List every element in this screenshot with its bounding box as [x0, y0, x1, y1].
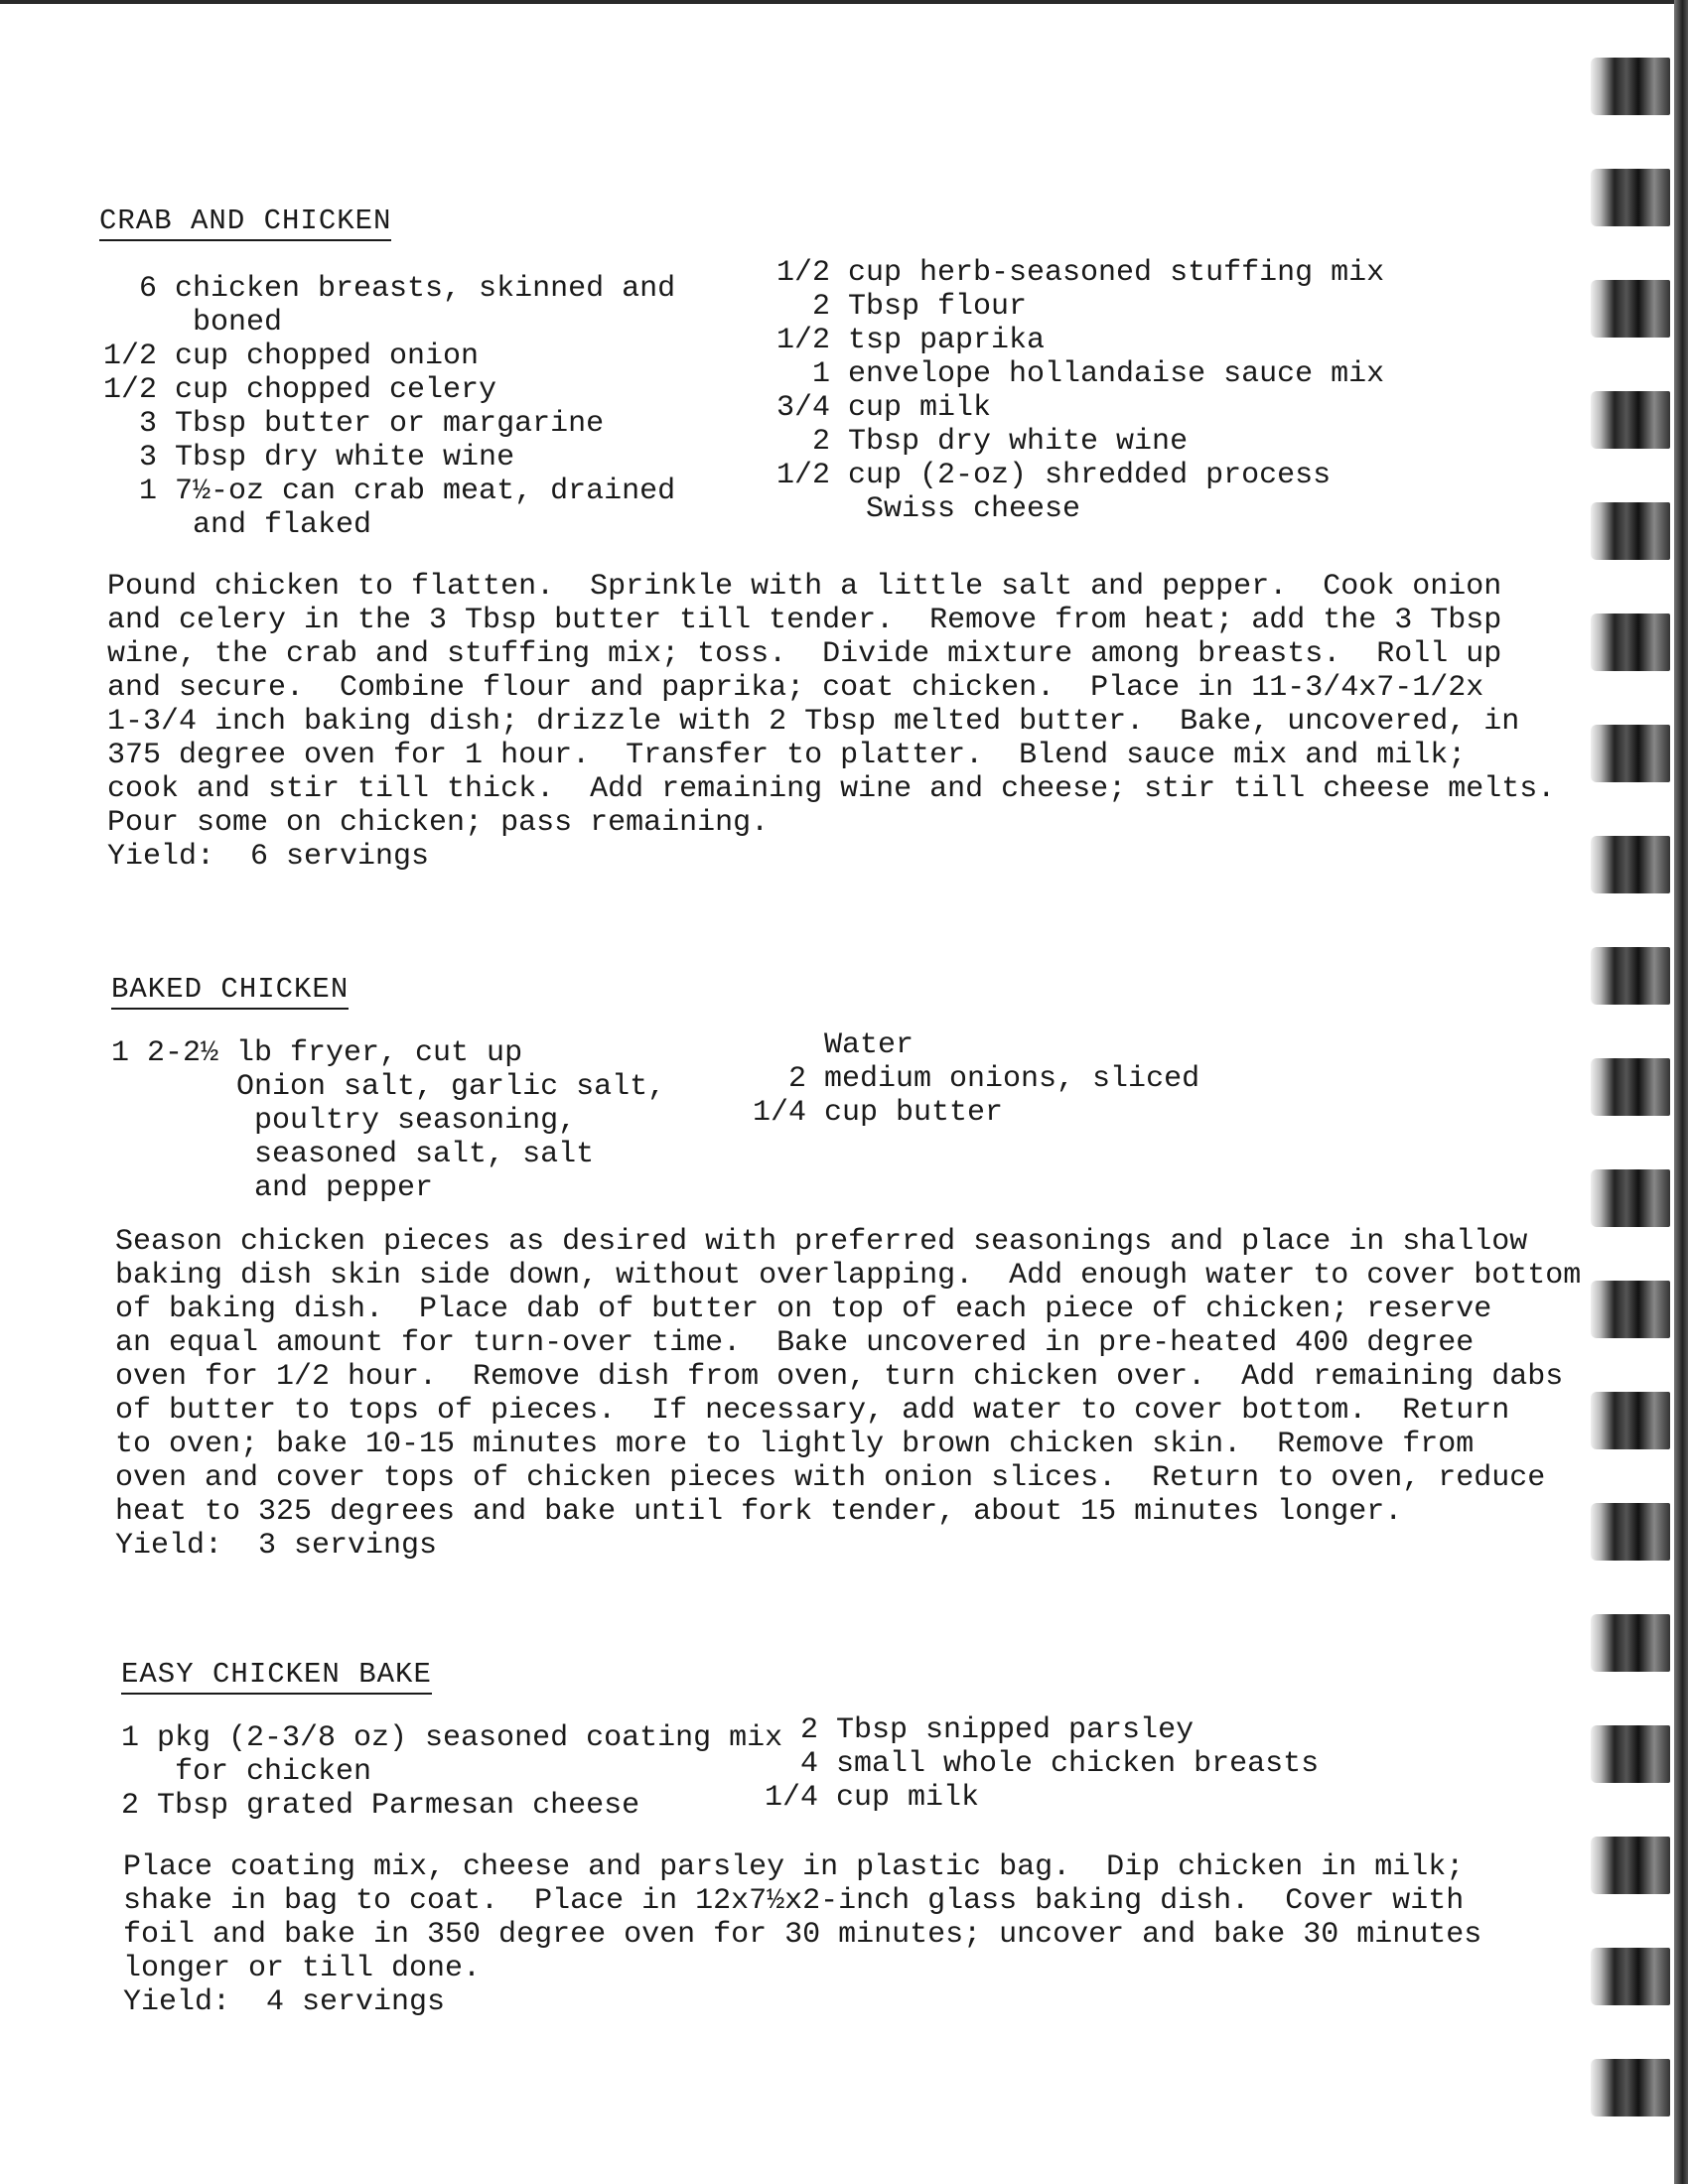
method-line: an equal amount for turn-over time. Bake uncovered in pre-heated 400 degree	[115, 1326, 1475, 1360]
ingredient-line: 2 Tbsp dry white wine	[776, 425, 1189, 459]
binding-coil	[1591, 2059, 1670, 2116]
binding-coil	[1591, 1169, 1670, 1227]
method-line: baking dish skin side down, without overlapping. Add enough water to cover bottom	[115, 1259, 1582, 1293]
ingredients-right-column	[776, 256, 1384, 526]
ingredient-line: 6 chicken breasts, skinned and	[103, 272, 676, 306]
method-line: oven for 1/2 hour. Remove dish from oven, turn chicken over. Add remaining dabs	[115, 1360, 1564, 1394]
ingredient-line: Swiss cheese	[776, 492, 1081, 526]
ingredient-line: 4 small whole chicken breasts	[765, 1747, 1320, 1781]
binding-coil	[1591, 58, 1670, 115]
ingredient-line: 1/2 cup chopped celery	[103, 373, 497, 407]
ingredient-line: 3 Tbsp butter or margarine	[103, 407, 605, 441]
ingredient-line: 1/2 cup (2-oz) shredded process	[776, 459, 1332, 492]
method-line: Place coating mix, cheese and parsley in plastic bag. Dip chicken in milk;	[123, 1850, 1465, 1884]
ingredient-line: Onion salt, garlic salt,	[111, 1070, 666, 1104]
page-top-edge	[0, 0, 1688, 4]
ingredient-line: 2 Tbsp grated Parmesan cheese	[121, 1789, 640, 1823]
ingredient-line: and flaked	[103, 508, 372, 542]
ingredients-right-column	[765, 1713, 1319, 1815]
binding-coil	[1591, 1503, 1670, 1561]
ingredient-line: seasoned salt, salt	[111, 1138, 595, 1171]
ingredient-line: for chicken	[121, 1755, 372, 1789]
binding-coil	[1591, 836, 1670, 893]
binding-coil	[1591, 280, 1670, 338]
recipe-method	[107, 570, 1555, 874]
ingredient-line: 2 Tbsp flour	[776, 290, 1028, 324]
ingredient-line: 1/2 tsp paprika	[776, 324, 1046, 357]
binding-edge	[1674, 0, 1688, 2184]
binding-coil	[1591, 1281, 1670, 1338]
method-line: oven and cover tops of chicken pieces with onion slices. Return to oven, reduce	[115, 1461, 1546, 1495]
method-line: 1-3/4 inch baking dish; drizzle with 2 Tbsp melted butter. Bake, uncovered, in	[107, 705, 1520, 739]
method-line: foil and bake in 350 degree oven for 30 minutes; uncover and bake 30 minutes	[123, 1918, 1482, 1952]
binding-coil	[1591, 502, 1670, 560]
ingredient-line: 3 Tbsp dry white wine	[103, 441, 515, 475]
ingredient-line: Water	[753, 1028, 914, 1062]
recipe-method	[123, 1850, 1481, 2019]
binding-coil	[1591, 1725, 1670, 1783]
binding-coil	[1591, 725, 1670, 782]
ingredient-line: 1/4 cup butter	[753, 1096, 1004, 1130]
method-line: shake in bag to coat. Place in 12x7½x2-inch glass baking dish. Cover with	[123, 1884, 1465, 1918]
ingredient-line: poultry seasoning,	[111, 1104, 577, 1138]
ingredient-line: 2 medium onions, sliced	[753, 1062, 1200, 1096]
ingredient-line: 1 pkg (2-3/8 oz) seasoned coating mix	[121, 1721, 783, 1755]
ingredients-right-column	[753, 1028, 1199, 1130]
binding-coil	[1591, 1948, 1670, 2005]
ingredient-line: 2 Tbsp snipped parsley	[765, 1713, 1195, 1747]
recipe-title: EASY CHICKEN BAKE	[121, 1658, 432, 1695]
ingredients-left-column	[121, 1721, 782, 1823]
yield-line: Yield: 4 servings	[123, 1985, 446, 2019]
ingredient-line: boned	[103, 306, 283, 340]
method-line: of butter to tops of pieces. If necessary, add water to cover bottom. Return	[115, 1394, 1510, 1428]
method-line: Season chicken pieces as desired with preferred seasonings and place in shallow	[115, 1225, 1528, 1259]
binding-coil	[1591, 947, 1670, 1005]
method-line: of baking dish. Place dab of butter on top of each piece of chicken; reserve	[115, 1293, 1492, 1326]
method-line: wine, the crab and stuffing mix; toss. Divide mixture among breasts. Roll up	[107, 637, 1502, 671]
recipe-method	[115, 1225, 1581, 1563]
ingredient-line: and pepper	[111, 1171, 434, 1205]
recipe-title: BAKED CHICKEN	[111, 973, 349, 1010]
ingredient-line: 3/4 cup milk	[776, 391, 992, 425]
method-line: Pour some on chicken; pass remaining.	[107, 806, 770, 840]
binding-coil	[1591, 391, 1670, 449]
binding-coil	[1591, 1614, 1670, 1672]
method-line: heat to 325 degrees and bake until fork tender, about 15 minutes longer.	[115, 1495, 1403, 1529]
binding-coil	[1591, 614, 1670, 671]
ingredient-line: 1/2 cup chopped onion	[103, 340, 480, 373]
binding-coil	[1591, 1837, 1670, 1894]
method-line: to oven; bake 10-15 minutes more to lightly brown chicken skin. Remove from	[115, 1428, 1475, 1461]
ingredient-line: 1 envelope hollandaise sauce mix	[776, 357, 1385, 391]
method-line: cook and stir till thick. Add remaining wine and cheese; stir till cheese melts.	[107, 772, 1556, 806]
ingredients-left-column	[103, 272, 675, 542]
method-line: 375 degree oven for 1 hour. Transfer to platter. Blend sauce mix and milk;	[107, 739, 1467, 772]
binding-coil	[1591, 1392, 1670, 1449]
ingredient-line: 1/4 cup milk	[765, 1781, 980, 1815]
ingredients-left-column	[111, 1036, 665, 1205]
method-line: and secure. Combine flour and paprika; coat chicken. Place in 11-3/4x7-1/2x	[107, 671, 1484, 705]
recipe-title: CRAB AND CHICKEN	[99, 205, 391, 241]
method-line: Pound chicken to flatten. Sprinkle with a little salt and pepper. Cook onion	[107, 570, 1502, 604]
ingredient-line: 1 7½-oz can crab meat, drained	[103, 475, 676, 508]
binding-coil	[1591, 1058, 1670, 1116]
binding-coil	[1591, 169, 1670, 226]
yield-line: Yield: 3 servings	[115, 1529, 438, 1563]
method-line: longer or till done.	[123, 1952, 482, 1985]
ingredient-line: 1/2 cup herb-seasoned stuffing mix	[776, 256, 1385, 290]
yield-line: Yield: 6 servings	[107, 840, 430, 874]
ingredient-line: 1 2-2½ lb fryer, cut up	[111, 1036, 523, 1070]
spiral-binding	[1579, 0, 1688, 2184]
method-line: and celery in the 3 Tbsp butter till tender. Remove from heat; add the 3 Tbsp	[107, 604, 1502, 637]
